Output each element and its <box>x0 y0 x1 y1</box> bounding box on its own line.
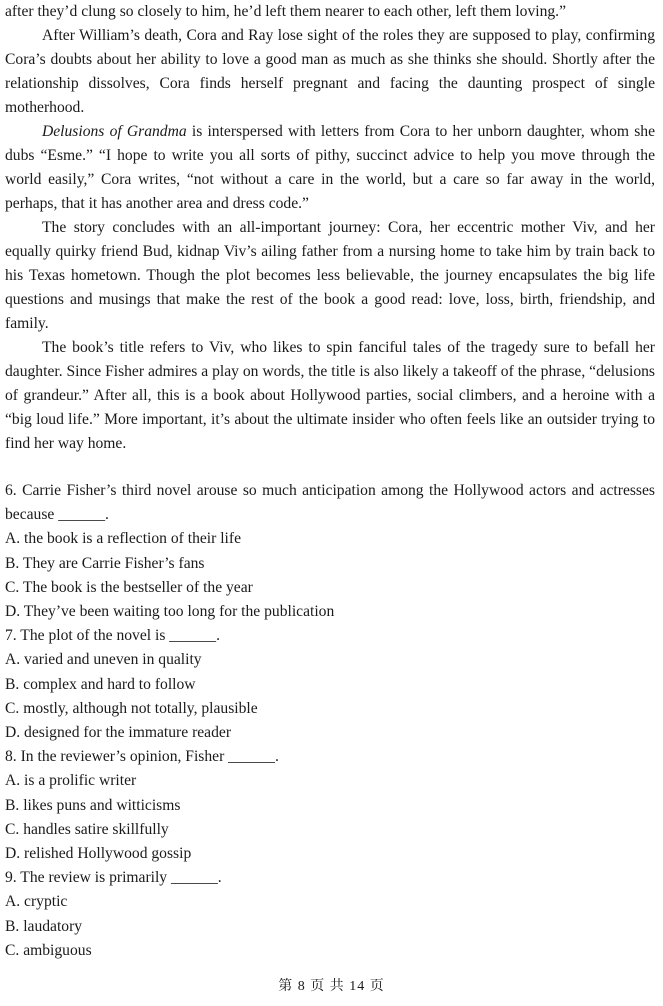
option-a: A. is a prolific writer <box>5 772 137 790</box>
reading-passage <box>5 0 655 456</box>
option-d: D. relished Hollywood gossip <box>5 845 192 863</box>
option-a: A. varied and uneven in quality <box>5 651 202 669</box>
option-a: A. cryptic <box>5 893 68 911</box>
option-b: B. complex and hard to follow <box>5 675 196 693</box>
option-c: C. The book is the bestseller of the year <box>5 578 253 596</box>
question-8 <box>5 745 655 866</box>
question-stem: 7. The plot of the novel is ______. <box>5 627 220 645</box>
passage-paragraph-4: The book’s title refers to Viv, who likes to spin fanciful tales of the tragedy sure to befall her daughter. Since Fisher admires a play on words, the title is also likely a takeoff of the phrase, “delusions of grandeur.” After all, this is a book about Hollywood parties, social climbers, and a heroine with a “big loud life.” More important, it’s about the ultimate insider who often feels like an outsider trying to find her way home. <box>5 339 655 452</box>
page-footer: 第 8 页 共 14 页 <box>278 979 385 994</box>
passage-paragraph-1: After William’s death, Cora and Ray lose sight of the roles they are supposed to play, confirming Cora’s doubts about her ability to love a good man as much as she thinks she should. Shortly after the relationship dissolves, Cora finds herself pregnant and facing the daunting prospect of single motherhood. <box>5 27 655 116</box>
option-b: B. likes puns and witticisms <box>5 796 181 814</box>
passage-paragraph-3: The story concludes with an all-important journey: Cora, her eccentric mother Viv, and her equally quirky friend Bud, kidnap Viv’s ailing father from a nursing home to take him by train back to his Texas hometown. Though the plot becomes less believable, the journey encapsulates the big life questions and musings that make the rest of the book a good read: love, loss, birth, friendship, and family. <box>5 219 655 332</box>
passage-paragraph-2-text: is interspersed with letters from Cora to her unborn daughter, whom she dubs “Esme.” “I hope to write you all sorts of pithy, succinct advice to help you move through the world easily,” Cora writes, “not without a care in the world, but a care so far away in the world, perhaps, that it has another area and dress code.” <box>5 123 655 212</box>
option-a: A. the book is a reflection of their life <box>5 530 241 548</box>
question-7 <box>5 624 655 745</box>
passage-paragraph-0: after they’d clung so closely to him, he’d left them nearer to each other, left them loving.” <box>5 3 566 20</box>
question-list <box>5 479 655 963</box>
option-b: B. They are Carrie Fisher’s fans <box>5 554 205 572</box>
question-9 <box>5 866 655 963</box>
question-6 <box>5 479 655 624</box>
option-c: C. handles satire skillfully <box>5 820 169 838</box>
passage-paragraph-2 <box>5 120 655 216</box>
option-d: D. They’ve been waiting too long for the publication <box>5 603 335 621</box>
question-stem: 8. In the reviewer’s opinion, Fisher ______. <box>5 748 279 766</box>
option-c: C. ambiguous <box>5 941 92 959</box>
question-stem: 9. The review is primarily ______. <box>5 869 222 887</box>
book-title: Delusions of Grandma <box>42 123 187 140</box>
question-stem: 6. Carrie Fisher’s third novel arouse so much anticipation among the Hollywood actors and actresses because ______. <box>5 482 655 524</box>
option-b: B. laudatory <box>5 917 83 935</box>
option-d: D. designed for the immature reader <box>5 724 232 742</box>
option-c: C. mostly, although not totally, plausible <box>5 699 258 717</box>
